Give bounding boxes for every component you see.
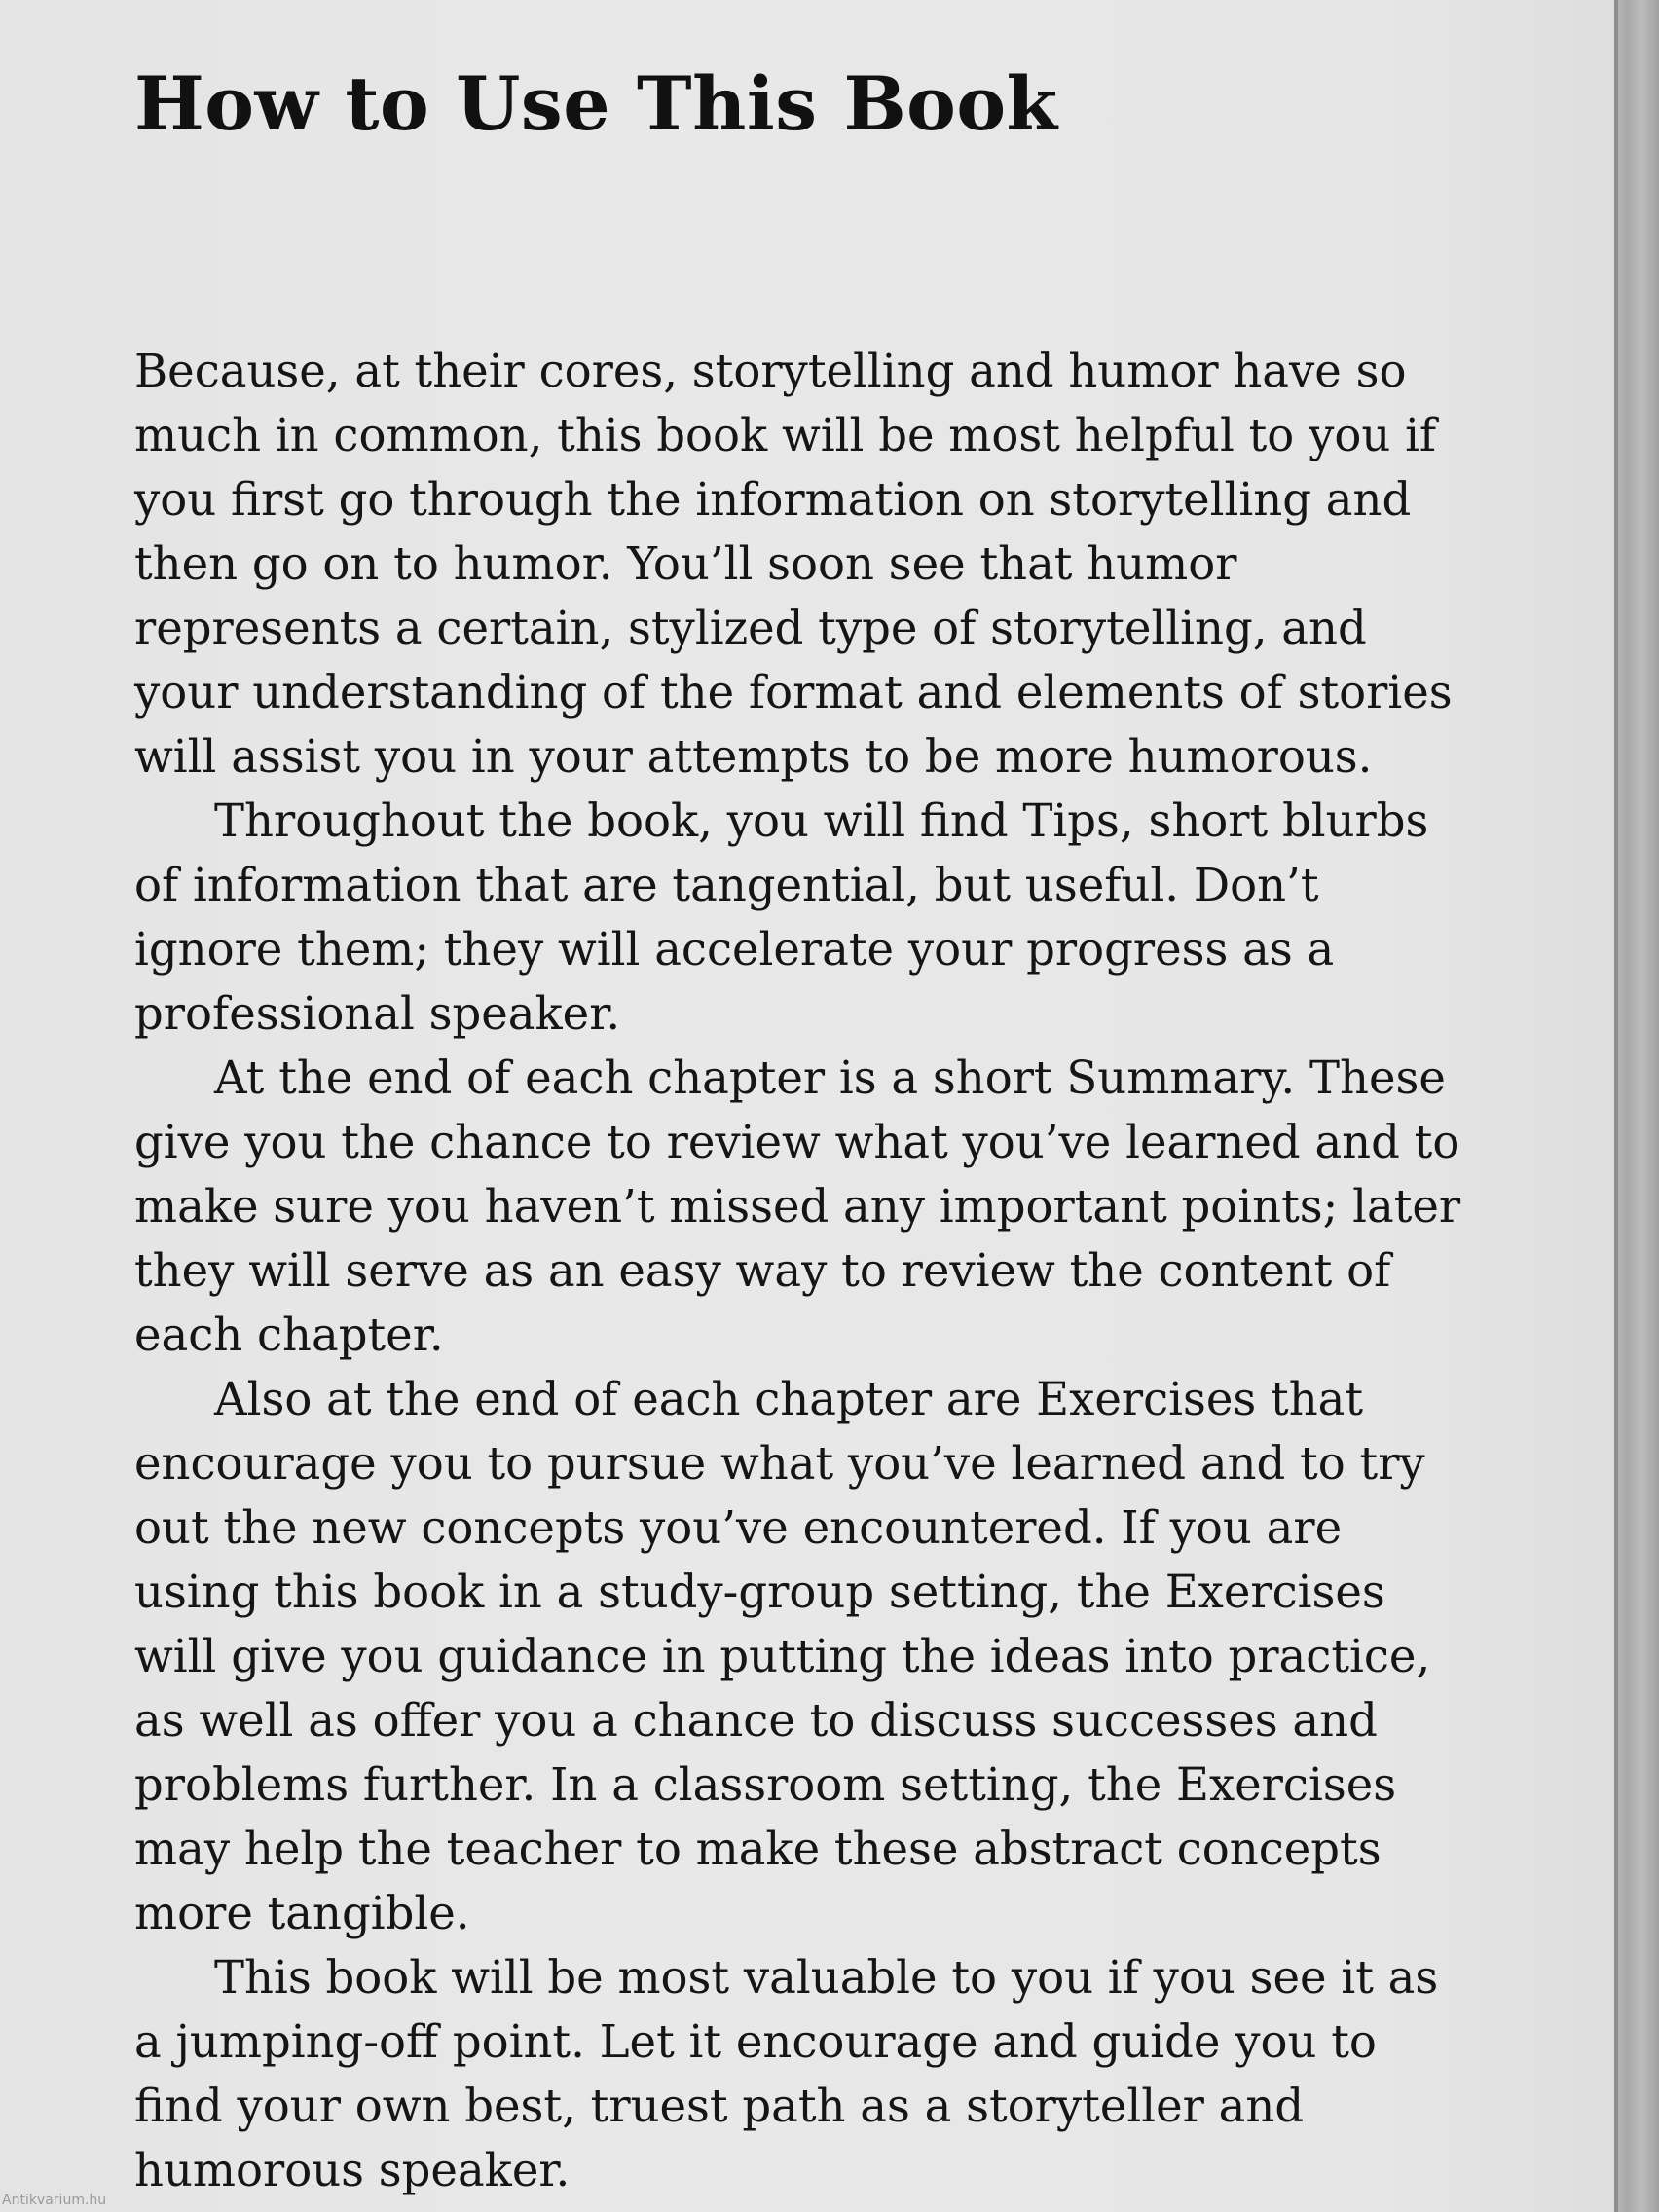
page-title: How to Use This Book [134, 60, 1058, 147]
paragraph-closing: This book will be most valuable to you if you see it as a jumping-off point. Let it encourage and guide you to find your own best, truest path as a storyteller and humorous speaker. [134, 1951, 1439, 2196]
body-text [134, 339, 1478, 2202]
paragraph-exercises: Also at the end of each chapter are Exercises that encourage you to pursue what you’ve learned and to try out the new concepts you’ve encountered. If you are using this book in a study-group setting, the Exercises will give you guidance in putting the ideas into practice, as well as offer you a chance to discuss successes and problems further. In a classroom setting, the Exercises may help the teacher to make these abstract concepts more tangible. [134, 1373, 1431, 1939]
page-edge-shadow [1614, 0, 1659, 2212]
paragraph-tips: Throughout the book, you will find Tips, short blurbs of information that are tangential, but useful. Don’t ignore them; they will accelerate your progress as a professional speaker. [134, 794, 1429, 1040]
paragraph-summary: At the end of each chapter is a short Summary. These give you the chance to review what you’ve learned and to make sure you haven’t missed any important points; later they will serve as an easy way to review the content of each chapter. [134, 1051, 1461, 1361]
watermark: Antikvarium.hu [2, 2193, 107, 2208]
paragraph-intro: Because, at their cores, storytelling and humor have so much in common, this book will be most helpful to you if you first go through the information on storytelling and then go on to humor. You’ll soon see that humor represents a certain, stylized type of storytelling, and your understanding of the format and elements of stories will assist you in your attempts to be more humorous. [134, 345, 1453, 783]
